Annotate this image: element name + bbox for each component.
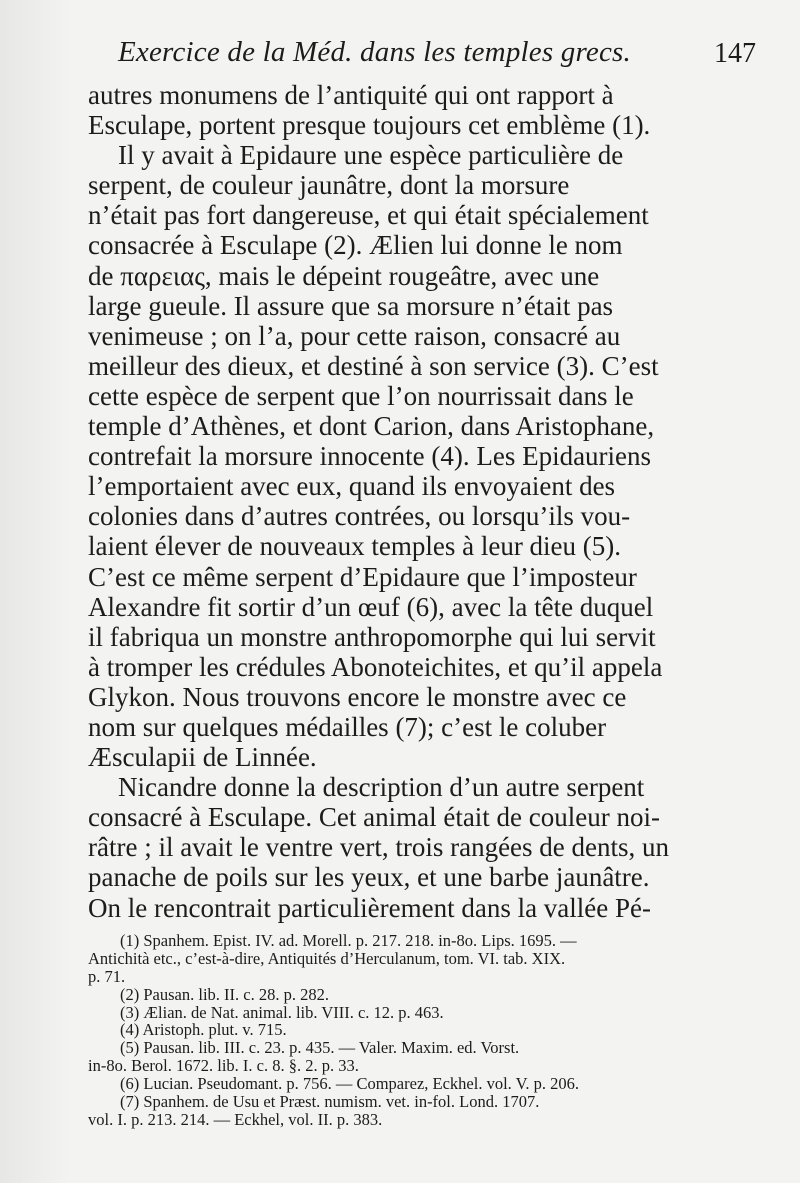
text-line: Esculape, portent presque toujours cet emblème (1). (88, 110, 651, 141)
text-line: serpent, de couleur jaunâtre, dont la morsure (88, 170, 570, 201)
text-line: venimeuse ; on l’a, pour cette raison, consacré au (88, 320, 621, 351)
text-line: nom sur quelques médailles (7); c’est le coluber (88, 711, 607, 742)
text-line: large gueule. Il assure que sa morsure n’était pas (88, 290, 614, 321)
footnote-line: (3) Ælian. de Nat. animal. lib. VIII. c. 12. p. 463. (120, 1002, 444, 1022)
text-line: il fabriqua un monstre anthropomorphe qui lui servit (88, 621, 656, 652)
text-line: Nicandre donne la description d’un autre serpent (118, 772, 645, 803)
text-line: de παρειας, mais le dépeint rougeâtre, avec une (88, 260, 600, 291)
footnote-line: (2) Pausan. lib. II. c. 28. p. 282. (120, 984, 329, 1004)
text-line: Glykon. Nous trouvons encore le monstre avec ce (88, 681, 627, 712)
page-header (118, 36, 758, 76)
text-line: à tromper les crédules Abonoteichites, et qu’il appela (88, 651, 663, 682)
running-title: Exercice de la Méd. dans les temples grecs. (118, 36, 631, 68)
footnotes (88, 932, 756, 1129)
footnote-line: in-8o. Berol. 1672. lib. I. c. 8. §. 2. p. 33. (88, 1056, 359, 1076)
page-number: 147 (714, 38, 756, 69)
text-line: On le rencontrait particulièrement dans la vallée Pé- (88, 892, 652, 923)
text-line: Æsculapii de Linnée. (88, 742, 317, 773)
footnote-line: (4) Aristoph. plut. v. 715. (120, 1020, 287, 1040)
text-line: n’était pas fort dangereuse, et qui était spécialement (88, 200, 649, 231)
text-line: panache de poils sur les yeux, et une barbe jaunâtre. (88, 862, 650, 893)
text-line: l’emportaient avec eux, quand ils envoyaient des (88, 471, 616, 502)
text-line: râtre ; il avait le ventre vert, trois rangées de dents, un (88, 832, 670, 863)
footnote-line: (5) Pausan. lib. III. c. 23. p. 435. — Valer. Maxim. ed. Vorst. (120, 1038, 520, 1058)
footnote-line: Antichità etc., c’est-à-dire, Antiquités d’Herculanum, tom. VI. tab. XIX. (88, 948, 566, 968)
footnote-line: p. 71. (88, 966, 126, 986)
text-line: colonies dans d’autres contrées, ou lorsqu’ils vou- (88, 501, 631, 532)
text-line: autres monumens de l’antiquité qui ont rapport à (88, 80, 614, 110)
page-gutter-shadow (0, 0, 70, 1183)
text-line: Il y avait à Epidaure une espèce particulière de (118, 140, 624, 171)
text-line: consacré à Esculape. Cet animal était de couleur noi- (88, 802, 660, 833)
text-line: meilleur des dieux, et destiné à son service (3). C’est (88, 350, 659, 381)
text-line: C’est ce même serpent d’Epidaure que l’imposteur (88, 561, 637, 592)
text-line: consacrée à Esculape (2). Ælien lui donne le nom (88, 230, 623, 261)
text-line: Alexandre fit sortir d’un œuf (6), avec la tête duquel (88, 591, 654, 622)
footnote-line: (1) Spanhem. Epist. IV. ad. Morell. p. 217. 218. in-8o. Lips. 1695. — (120, 931, 577, 950)
text-line: contrefait la morsure innocente (4). Les Epidauriens (88, 441, 652, 472)
footnote-line: (6) Lucian. Pseudomant. p. 756. — Comparez, Eckhel. vol. V. p. 206. (120, 1074, 580, 1094)
footnote-line: (7) Spanhem. de Usu et Præst. numism. vet. in-fol. Lond. 1707. (120, 1092, 540, 1112)
footnote-line: vol. I. p. 213. 214. — Eckhel, vol. II. p. 383. (88, 1109, 383, 1129)
text-line: cette espèce de serpent que l’on nourrissait dans le (88, 380, 634, 411)
text-line: laient élever de nouveaux temples à leur dieu (5). (88, 531, 622, 562)
main-text (88, 80, 756, 923)
text-line: temple d’Athènes, et dont Carion, dans Aristophane, (88, 411, 655, 442)
